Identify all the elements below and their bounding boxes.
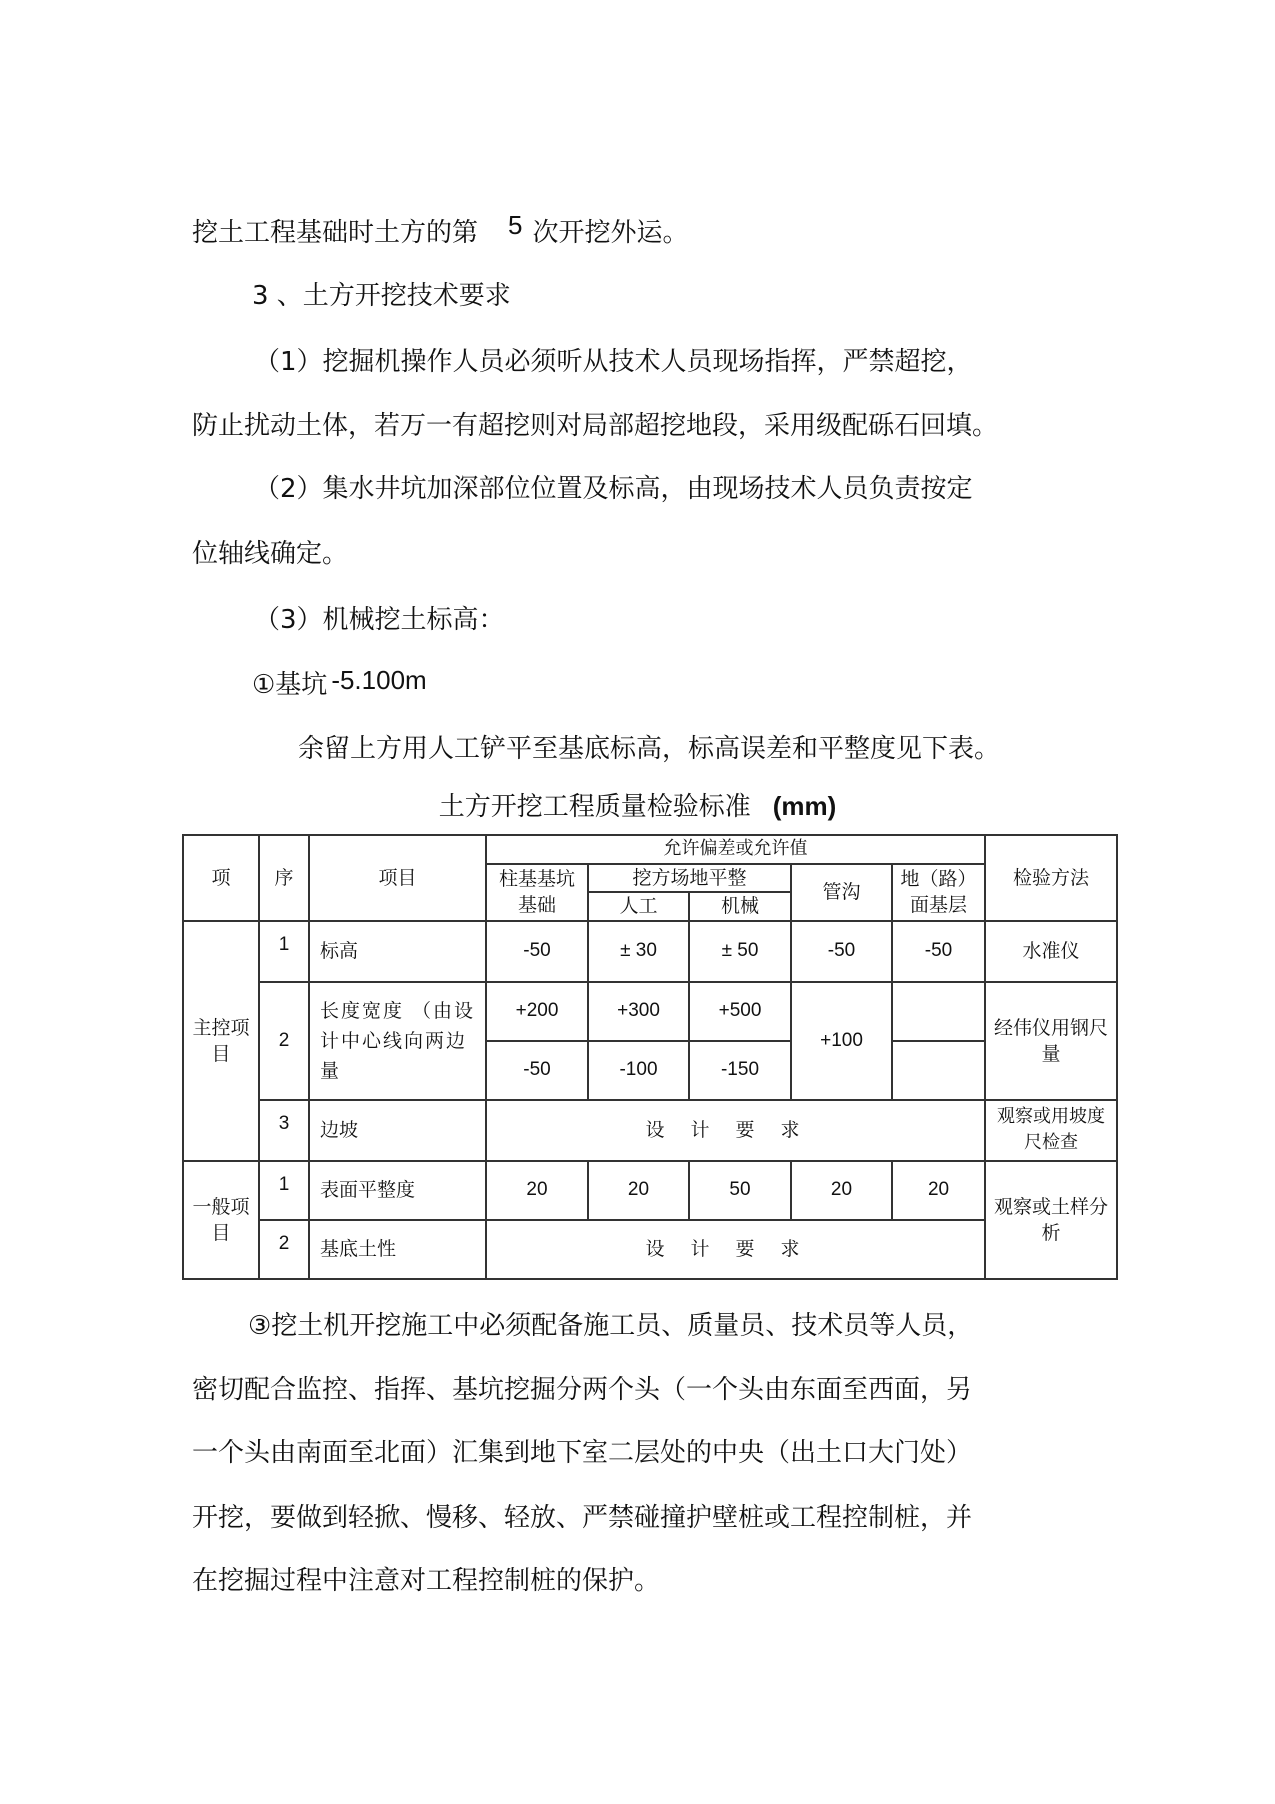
paragraph-1: [192, 210, 689, 249]
paragraph-4b: 位轴线确定。: [192, 539, 349, 569]
header-method: 检验方法: [985, 835, 1117, 921]
section-heading: 3 、土方开挖技术要求: [252, 281, 511, 311]
row2-machine-plus: +500: [689, 982, 791, 1041]
table-caption-unit: (mm): [772, 791, 837, 821]
row2-manual-plus: +300: [588, 982, 689, 1041]
row4-road: 20: [892, 1161, 985, 1220]
header-machine: 机械: [689, 892, 791, 921]
header-road: 地（路）面基层: [892, 864, 985, 921]
header-project: 项目: [309, 835, 486, 921]
row1-name: 标高: [309, 921, 486, 982]
header-manual: 人工: [588, 892, 689, 921]
paragraph-7: 余留上方用人工铲平至基底标高，标高误差和平整度见下表。: [298, 734, 1001, 764]
header-seq: 序: [259, 835, 309, 921]
paragraph-6-label: ①基坑: [252, 670, 328, 700]
row4-seq: 1: [259, 1161, 309, 1220]
row3-seq: 3: [259, 1100, 309, 1161]
paragraph-3b: 防止扰动土体，若万一有超挖则对局部超挖地段，采用级配砾石回填。: [192, 411, 999, 441]
row3-design: 设计要求: [486, 1100, 985, 1161]
paragraph-8b: 密切配合监控、指挥、基坑挖掘分两个头（一个头由东面至西面，另: [192, 1375, 973, 1405]
row4-name: 表面平整度: [309, 1161, 486, 1220]
row1-road: -50: [892, 921, 985, 982]
row1-ditch: -50: [791, 921, 892, 982]
row2-ditch: +100: [791, 982, 892, 1100]
paragraph-1-number: 5: [508, 210, 523, 240]
row1-pile: -50: [486, 921, 588, 982]
row4-method: 观察或土样分析: [985, 1161, 1117, 1279]
row1-method: 水准仪: [985, 921, 1117, 982]
paragraph-1-text-b: 次开挖外运。: [532, 218, 689, 248]
row1-machine: ± 50: [689, 921, 791, 982]
row2-manual-minus: -100: [588, 1041, 689, 1100]
row4-pile: 20: [486, 1161, 588, 1220]
row5-design: 设计要求: [486, 1220, 985, 1279]
paragraph-6: [252, 665, 427, 701]
paragraph-8a: ③挖土机开挖施工中必须配备施工员、质量员、技术员等人员，: [248, 1311, 974, 1341]
paragraph-8c: 一个头由南面至北面）汇集到地下室二层处的中央（出土口大门处）: [192, 1438, 973, 1468]
paragraph-4a: （2）集水井坑加深部位位置及标高，由现场技术人员负责按定: [254, 474, 973, 504]
row2-machine-minus: -150: [689, 1041, 791, 1100]
header-site: 挖方场地平整: [588, 864, 791, 893]
row3-method: 观察或用坡度尺检查: [985, 1100, 1117, 1161]
quality-standard-table: [182, 834, 1118, 1280]
paragraph-6-value: -5.100m: [331, 665, 427, 695]
row1-seq: 1: [259, 921, 309, 982]
row4-ditch: 20: [791, 1161, 892, 1220]
paragraph-5: （3）机械挖土标高：: [254, 605, 505, 635]
row5-seq: 2: [259, 1220, 309, 1279]
row2-method: 经伟仪用钢尺量: [985, 982, 1117, 1100]
header-allowed: 允许偏差或允许值: [486, 835, 985, 864]
paragraph-3a: （1）挖掘机操作人员必须听从技术人员现场指挥，严禁超挖，: [254, 347, 973, 377]
table-caption: [0, 790, 1275, 823]
paragraph-1-text-a: 挖土工程基础时土方的第: [192, 218, 479, 248]
row2-pile-plus: +200: [486, 982, 588, 1041]
row4-manual: 20: [588, 1161, 689, 1220]
group-general: 一般项目: [183, 1161, 259, 1279]
group-main: 主控项目: [183, 921, 259, 1161]
row4-machine: 50: [689, 1161, 791, 1220]
row3-name: 边坡: [309, 1100, 486, 1161]
table-caption-text: 土方开挖工程质量检验标准: [438, 792, 751, 822]
row5-name: 基底土性: [309, 1220, 486, 1279]
row2-name: 长度宽度 （由设计中心线向两边量: [309, 982, 486, 1100]
paragraph-8e: 在挖掘过程中注意对工程控制桩的保护。: [192, 1566, 661, 1596]
row2-seq: 2: [259, 982, 309, 1100]
paragraph-8d: 开挖，要做到轻掀、慢移、轻放、严禁碰撞护壁桩或工程控制桩，并: [192, 1503, 973, 1533]
row1-manual: ± 30: [588, 921, 689, 982]
header-ditch: 管沟: [791, 864, 892, 921]
header-item: 项: [183, 835, 259, 921]
row2-road-empty: [892, 982, 985, 1041]
row2-road-empty-2: [892, 1041, 985, 1100]
row2-pile-minus: -50: [486, 1041, 588, 1100]
header-pile: 柱基基坑基础: [486, 864, 588, 921]
